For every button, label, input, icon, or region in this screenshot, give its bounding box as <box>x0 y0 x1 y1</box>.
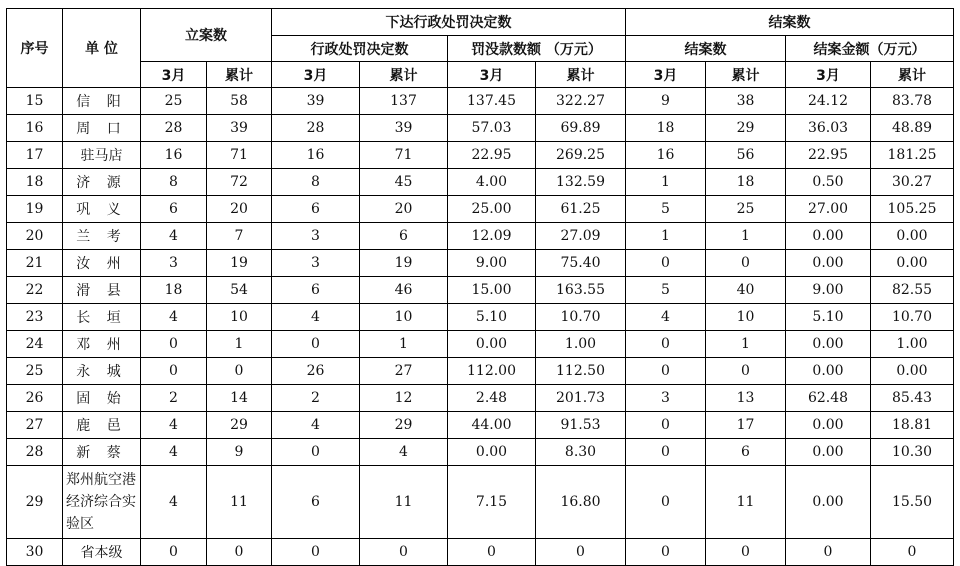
table-row <box>7 169 954 196</box>
cell-value: 0 <box>360 539 448 566</box>
cell-value: 56 <box>706 142 786 169</box>
cell-value: 181.25 <box>871 142 954 169</box>
cell-value: 3 <box>272 250 360 277</box>
cell-unit: 驻马店 <box>63 142 141 169</box>
cell-value: 11 <box>360 466 448 539</box>
cell-value: 0 <box>272 331 360 358</box>
cell-value: 12.09 <box>448 223 536 250</box>
cell-value: 0 <box>626 466 706 539</box>
cell-value: 2 <box>141 385 207 412</box>
table-body <box>7 88 954 566</box>
cell-value: 26 <box>272 358 360 385</box>
header-march: 3月 <box>272 62 360 88</box>
table-row <box>7 412 954 439</box>
table-header <box>7 9 954 88</box>
cell-unit: 省本级 <box>63 539 141 566</box>
cell-value: 13 <box>706 385 786 412</box>
cell-unit: 固 始 <box>63 385 141 412</box>
cell-value: 0 <box>141 358 207 385</box>
cell-value: 27.09 <box>536 223 626 250</box>
cell-value: 163.55 <box>536 277 626 304</box>
cell-value: 10 <box>207 304 272 331</box>
cell-value: 6 <box>272 196 360 223</box>
cell-value: 4 <box>272 304 360 331</box>
cell-value: 15.00 <box>448 277 536 304</box>
header-cumulative: 累计 <box>360 62 448 88</box>
cell-value: 69.89 <box>536 115 626 142</box>
cell-value: 85.43 <box>871 385 954 412</box>
table-row <box>7 304 954 331</box>
table-container <box>6 8 954 566</box>
cell-value: 15.50 <box>871 466 954 539</box>
cell-value: 0 <box>626 439 706 466</box>
cell-value: 1.00 <box>536 331 626 358</box>
cell-value: 20 <box>360 196 448 223</box>
cell-value: 0 <box>626 250 706 277</box>
cell-value: 10.30 <box>871 439 954 466</box>
header-fine-amount: 罚没款数额 （万元） <box>448 36 626 62</box>
header-march: 3月 <box>626 62 706 88</box>
cell-value: 71 <box>360 142 448 169</box>
cell-value: 16 <box>272 142 360 169</box>
cell-value: 6 <box>141 196 207 223</box>
cell-seq: 19 <box>7 196 63 223</box>
cell-value: 0.00 <box>786 331 871 358</box>
cell-value: 9.00 <box>786 277 871 304</box>
header-cases-filed: 立案数 <box>141 9 272 62</box>
cell-value: 5 <box>626 196 706 223</box>
cell-unit: 新 蔡 <box>63 439 141 466</box>
cell-value: 0 <box>626 539 706 566</box>
cell-unit: 鹿 邑 <box>63 412 141 439</box>
cell-value: 83.78 <box>871 88 954 115</box>
cell-value: 91.53 <box>536 412 626 439</box>
cell-unit: 滑 县 <box>63 277 141 304</box>
cell-seq: 17 <box>7 142 63 169</box>
header-march: 3月 <box>448 62 536 88</box>
enforcement-statistics-table <box>6 8 954 566</box>
cell-value: 25 <box>706 196 786 223</box>
header-closed-amount: 结案金额（万元） <box>786 36 954 62</box>
table-row <box>7 358 954 385</box>
table-row <box>7 385 954 412</box>
cell-value: 40 <box>706 277 786 304</box>
cell-value: 5.10 <box>786 304 871 331</box>
cell-value: 19 <box>360 250 448 277</box>
cell-value: 25.00 <box>448 196 536 223</box>
cell-value: 7.15 <box>448 466 536 539</box>
header-cumulative: 累计 <box>207 62 272 88</box>
cell-value: 112.50 <box>536 358 626 385</box>
cell-seq: 27 <box>7 412 63 439</box>
cell-value: 1 <box>360 331 448 358</box>
cell-value: 29 <box>207 412 272 439</box>
cell-unit: 巩 义 <box>63 196 141 223</box>
cell-value: 38 <box>706 88 786 115</box>
cell-value: 16 <box>626 142 706 169</box>
cell-value: 14 <box>207 385 272 412</box>
cell-value: 39 <box>272 88 360 115</box>
cell-value: 6 <box>272 466 360 539</box>
cell-value: 0 <box>141 331 207 358</box>
cell-seq: 30 <box>7 539 63 566</box>
cell-seq: 15 <box>7 88 63 115</box>
cell-value: 10 <box>706 304 786 331</box>
cell-value: 10.70 <box>871 304 954 331</box>
cell-value: 0.00 <box>786 466 871 539</box>
cell-value: 0.00 <box>786 412 871 439</box>
cell-value: 24.12 <box>786 88 871 115</box>
cell-value: 5 <box>626 277 706 304</box>
cell-value: 0 <box>786 539 871 566</box>
cell-value: 322.27 <box>536 88 626 115</box>
table-row <box>7 466 954 539</box>
cell-unit: 邓 州 <box>63 331 141 358</box>
cell-value: 0 <box>141 539 207 566</box>
header-cumulative: 累计 <box>706 62 786 88</box>
cell-value: 0.00 <box>786 250 871 277</box>
cell-value: 1 <box>626 223 706 250</box>
cell-unit: 周 口 <box>63 115 141 142</box>
cell-value: 137.45 <box>448 88 536 115</box>
cell-unit: 济 源 <box>63 169 141 196</box>
header-unit: 单 位 <box>63 9 141 88</box>
cell-value: 54 <box>207 277 272 304</box>
cell-value: 27 <box>360 358 448 385</box>
cell-value: 3 <box>626 385 706 412</box>
cell-value: 137 <box>360 88 448 115</box>
cell-value: 4 <box>141 223 207 250</box>
table-row <box>7 142 954 169</box>
cell-value: 6 <box>360 223 448 250</box>
cell-unit: 兰 考 <box>63 223 141 250</box>
cell-unit: 郑州航空港经济综合实验区 <box>63 466 141 539</box>
cell-value: 4 <box>141 439 207 466</box>
cell-unit: 永 城 <box>63 358 141 385</box>
cell-value: 18 <box>706 169 786 196</box>
cell-value: 1.00 <box>871 331 954 358</box>
header-march: 3月 <box>141 62 207 88</box>
cell-value: 8 <box>272 169 360 196</box>
cell-value: 10.70 <box>536 304 626 331</box>
cell-value: 112.00 <box>448 358 536 385</box>
cell-value: 25 <box>141 88 207 115</box>
cell-value: 0.00 <box>786 223 871 250</box>
cell-unit: 信 阳 <box>63 88 141 115</box>
cell-unit: 汝 州 <box>63 250 141 277</box>
header-cumulative: 累计 <box>871 62 954 88</box>
cell-seq: 21 <box>7 250 63 277</box>
cell-seq: 23 <box>7 304 63 331</box>
cell-value: 16 <box>141 142 207 169</box>
cell-value: 22.95 <box>786 142 871 169</box>
cell-value: 0.00 <box>871 223 954 250</box>
cell-value: 45 <box>360 169 448 196</box>
header-cumulative: 累计 <box>536 62 626 88</box>
cell-value: 4 <box>272 412 360 439</box>
cell-seq: 20 <box>7 223 63 250</box>
cell-value: 17 <box>706 412 786 439</box>
cell-value: 7 <box>207 223 272 250</box>
table-row <box>7 331 954 358</box>
cell-seq: 16 <box>7 115 63 142</box>
cell-value: 2.48 <box>448 385 536 412</box>
cell-value: 8 <box>141 169 207 196</box>
cell-value: 11 <box>706 466 786 539</box>
cell-value: 18.81 <box>871 412 954 439</box>
cell-value: 57.03 <box>448 115 536 142</box>
cell-value: 9.00 <box>448 250 536 277</box>
cell-value: 0.00 <box>871 358 954 385</box>
cell-value: 0 <box>871 539 954 566</box>
cell-value: 4 <box>141 412 207 439</box>
cell-value: 18 <box>626 115 706 142</box>
cell-value: 10 <box>360 304 448 331</box>
cell-value: 9 <box>626 88 706 115</box>
header-closed-group: 结案数 <box>626 9 954 36</box>
cell-value: 4 <box>626 304 706 331</box>
cell-value: 28 <box>141 115 207 142</box>
cell-value: 16.80 <box>536 466 626 539</box>
cell-value: 28 <box>272 115 360 142</box>
cell-value: 44.00 <box>448 412 536 439</box>
cell-unit: 长 垣 <box>63 304 141 331</box>
cell-value: 0.00 <box>786 358 871 385</box>
cell-value: 269.25 <box>536 142 626 169</box>
cell-value: 72 <box>207 169 272 196</box>
cell-value: 0 <box>626 331 706 358</box>
cell-value: 0 <box>626 358 706 385</box>
header-closed-count: 结案数 <box>626 36 786 62</box>
cell-value: 22.95 <box>448 142 536 169</box>
table-row <box>7 439 954 466</box>
cell-value: 71 <box>207 142 272 169</box>
cell-value: 48.89 <box>871 115 954 142</box>
header-penalty-group: 下达行政处罚决定数 <box>272 9 626 36</box>
cell-value: 75.40 <box>536 250 626 277</box>
cell-seq: 29 <box>7 466 63 539</box>
cell-value: 4.00 <box>448 169 536 196</box>
cell-value: 0.00 <box>871 250 954 277</box>
cell-value: 4 <box>141 304 207 331</box>
cell-value: 29 <box>360 412 448 439</box>
cell-seq: 22 <box>7 277 63 304</box>
table-row <box>7 250 954 277</box>
cell-value: 82.55 <box>871 277 954 304</box>
cell-value: 201.73 <box>536 385 626 412</box>
table-row <box>7 539 954 566</box>
cell-value: 0 <box>536 539 626 566</box>
cell-value: 29 <box>706 115 786 142</box>
cell-value: 0 <box>272 539 360 566</box>
cell-value: 0 <box>448 539 536 566</box>
cell-value: 0 <box>207 358 272 385</box>
cell-value: 61.25 <box>536 196 626 223</box>
cell-value: 1 <box>706 223 786 250</box>
cell-value: 3 <box>141 250 207 277</box>
table-row <box>7 196 954 223</box>
cell-seq: 25 <box>7 358 63 385</box>
cell-value: 0 <box>706 539 786 566</box>
cell-value: 2 <box>272 385 360 412</box>
cell-value: 39 <box>360 115 448 142</box>
cell-value: 20 <box>207 196 272 223</box>
cell-value: 46 <box>360 277 448 304</box>
cell-value: 1 <box>706 331 786 358</box>
table-row <box>7 277 954 304</box>
cell-value: 18 <box>141 277 207 304</box>
cell-value: 19 <box>207 250 272 277</box>
table-row <box>7 223 954 250</box>
cell-seq: 24 <box>7 331 63 358</box>
cell-value: 6 <box>272 277 360 304</box>
cell-value: 0 <box>272 439 360 466</box>
cell-value: 1 <box>207 331 272 358</box>
cell-value: 0 <box>626 412 706 439</box>
cell-value: 39 <box>207 115 272 142</box>
cell-value: 0.00 <box>448 331 536 358</box>
cell-value: 0.00 <box>786 439 871 466</box>
cell-value: 8.30 <box>536 439 626 466</box>
cell-value: 132.59 <box>536 169 626 196</box>
cell-value: 30.27 <box>871 169 954 196</box>
cell-value: 4 <box>360 439 448 466</box>
cell-value: 58 <box>207 88 272 115</box>
cell-value: 3 <box>272 223 360 250</box>
cell-value: 27.00 <box>786 196 871 223</box>
cell-value: 0.00 <box>448 439 536 466</box>
cell-value: 4 <box>141 466 207 539</box>
header-penalty-decisions: 行政处罚决定数 <box>272 36 448 62</box>
cell-value: 0 <box>706 250 786 277</box>
table-row <box>7 115 954 142</box>
cell-value: 5.10 <box>448 304 536 331</box>
cell-seq: 18 <box>7 169 63 196</box>
cell-seq: 26 <box>7 385 63 412</box>
cell-value: 105.25 <box>871 196 954 223</box>
cell-value: 12 <box>360 385 448 412</box>
cell-value: 0 <box>207 539 272 566</box>
cell-value: 9 <box>207 439 272 466</box>
cell-value: 36.03 <box>786 115 871 142</box>
cell-value: 62.48 <box>786 385 871 412</box>
cell-seq: 28 <box>7 439 63 466</box>
cell-value: 11 <box>207 466 272 539</box>
header-seq: 序号 <box>7 9 63 88</box>
cell-value: 0.50 <box>786 169 871 196</box>
cell-value: 6 <box>706 439 786 466</box>
cell-value: 0 <box>706 358 786 385</box>
header-march: 3月 <box>786 62 871 88</box>
table-row <box>7 88 954 115</box>
cell-value: 1 <box>626 169 706 196</box>
